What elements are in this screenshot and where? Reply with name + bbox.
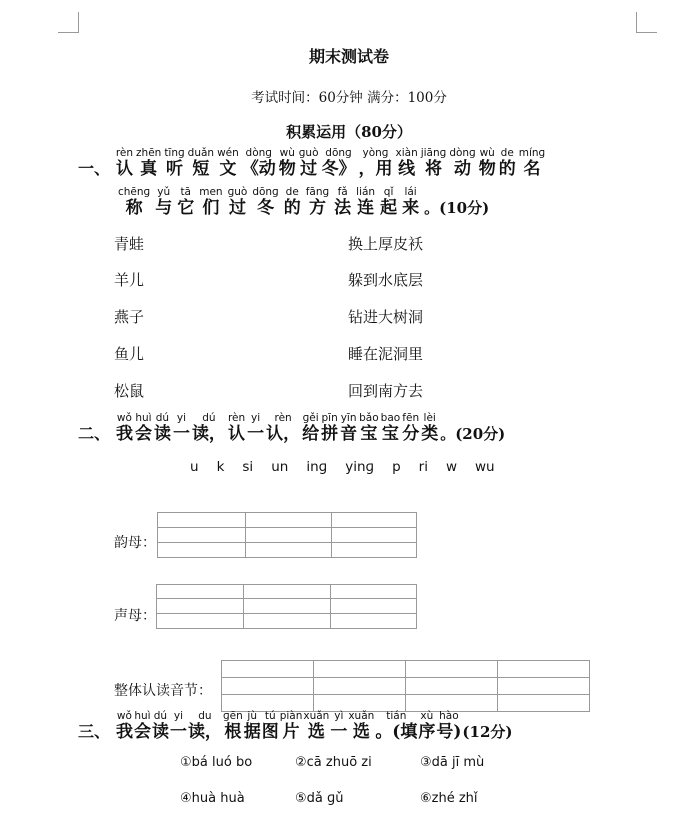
hanzi: 一 [330,722,348,742]
answer-cell[interactable] [498,661,590,678]
hanzi: 物 [478,159,496,179]
hanzi: 会 [134,424,152,444]
ruby-char [134,412,152,444]
answer-cell[interactable] [332,513,417,528]
pinyin-annotation: qǐ [380,186,398,198]
picture-option: ⑥zhé zhǐ [420,791,478,806]
hanzi: 冬 [252,198,279,218]
pinyin-annotation: bao [380,412,401,424]
pinyin-annotation: lèi [421,412,439,424]
pinyin-annotation: duǎn [187,147,215,159]
animal-item: 鱼儿 [114,345,145,363]
answer-cell[interactable] [406,661,498,678]
ruby-char [402,186,420,218]
pinyin-annotation: dú [191,412,226,424]
pinyin-card: yinɡ [345,459,375,475]
hanzi: 与 [155,198,173,218]
ruby-char [222,710,243,742]
pinyin-annotation: dú [151,710,169,722]
ruby-char [187,710,222,742]
hanzi: 类 [421,424,439,444]
pinyin-annotation: yǔ [155,186,173,198]
ruby-char [298,147,319,179]
answer-cell[interactable] [498,695,590,712]
answer-cell[interactable] [244,599,331,614]
ruby-char [436,710,462,742]
section-heading: 积累运用（80分） [286,123,412,141]
pinyin-annotation: tú [261,710,279,722]
ruby-char [155,186,173,218]
hanzi: 称 [118,198,151,218]
answer-cell[interactable] [244,614,331,629]
pinyin-annotation: dōnɡ [321,147,356,159]
hanzi: 选 [303,722,330,742]
hanzi: 一 [247,424,265,444]
pinyin-annotation: piàn [279,710,303,722]
exam-meta: 考试时间：60分钟 满分：100分 [251,90,447,106]
hanzi: 短 [187,159,215,179]
score: (12分) [462,723,513,741]
hanzi: 们 [199,198,223,218]
picture-option: ⑤dǎ ɡǔ [295,791,344,806]
pinyin-card: k [216,459,225,475]
ruby-char [164,147,185,179]
pinyin-annotation: wén [217,147,239,159]
ruby-char [356,186,376,218]
pinyin-card: wu [475,459,495,475]
shengmu-label: 声母： [114,608,156,624]
answer-cell[interactable] [332,543,417,558]
yunmu-answer-grid [157,512,417,558]
pinyin-annotation: du [187,710,222,722]
pinyin-annotation: yònɡ [358,147,393,159]
q1-instruction-line1 [78,148,548,179]
pinyin-annotation: dú [153,412,171,424]
ruby-char [321,147,356,179]
hanzi: 据 [243,722,261,742]
hanzi: 号) [436,722,462,742]
hanzi: 《动 [241,159,276,179]
ruby-char [133,710,151,742]
answer-cell[interactable] [246,528,332,543]
hanzi: 起 [380,198,398,218]
pinyin-annotation: fānɡ [305,186,330,198]
pinyin-annotation: hào [436,710,462,722]
picture-option: ③dā jī mù [420,755,485,770]
pinyin-annotation: wù [278,147,296,159]
ruby-char [243,710,261,742]
pinyin-annotation: wǒ [115,710,133,722]
pinyin-annotation: lái [402,186,420,198]
winter-method-item: 换上厚皮袄 [348,235,424,253]
hanzi: 一 [169,722,187,742]
ruby-char [283,186,301,218]
ruby-char [252,186,279,218]
q2-number: 二、 [78,424,111,443]
ruby-char [348,710,375,742]
pinyin-annotation: dònɡ [241,147,276,159]
animal-item: 燕子 [114,308,145,326]
pinyin-annotation: yi [169,710,187,722]
answer-cell[interactable] [314,661,406,678]
ruby-char [402,412,420,444]
pinyin-annotation: dònɡ [449,147,476,159]
ruby-char [395,147,418,179]
ruby-char [227,412,246,444]
ruby-char [498,147,516,179]
hanzi: 认 [227,424,246,444]
pinyin-annotation: zhēn [136,147,162,159]
pinyin-annotation: ɡuò [298,147,319,159]
hanzi: 选 [348,722,375,742]
hanzi: 物 [278,159,296,179]
ruby-char [115,710,133,742]
animal-item: 松鼠 [114,382,145,400]
pinyin-annotation: bǎo [359,412,379,424]
pinyin-annotation: huì [133,710,151,722]
answer-cell[interactable] [157,599,244,614]
hanzi: 来 [402,198,420,218]
hanzi: 会 [133,722,151,742]
ruby-char [380,412,401,444]
animal-item: 青蛙 [114,235,145,253]
q1-number: 一、 [78,159,111,178]
pinyin-annotation: tā [177,186,195,198]
pinyin-annotation: xuǎn [303,710,330,722]
pinyin-annotation: yi [247,412,265,424]
ruby-char [305,186,330,218]
pinyin-annotation: fǎ [334,186,352,198]
pinyin-annotation: fēn [402,412,420,424]
answer-cell[interactable] [406,678,498,695]
ruby-char [375,710,418,742]
ruby-char [302,412,320,444]
hanzi: 图 [261,722,279,742]
q1-instruction-line2 [118,187,489,218]
hanzi: 将 [420,159,447,179]
q3-instruction [78,711,513,742]
hanzi: 。(填 [375,722,418,742]
hanzi: ，用 [358,159,393,179]
pinyin-annotation: de [498,147,516,159]
pinyin-annotation: pīn [321,412,339,424]
page-title: 期末测试卷 [308,47,389,66]
pinyin-card: p [392,459,401,475]
answer-cell[interactable] [246,513,332,528]
ruby-char [153,412,171,444]
ruby-char [518,147,546,179]
zhengti-answer-grid [221,660,590,712]
hanzi: 的 [283,198,301,218]
answer-cell[interactable] [498,678,590,695]
hanzi: 听 [164,159,185,179]
answer-cell[interactable] [406,695,498,712]
ruby-char [247,412,265,444]
answer-cell[interactable] [331,585,417,599]
hanzi: 线 [395,159,418,179]
pinyin-card: w [445,459,458,475]
answer-cell[interactable] [331,599,417,614]
winter-method-item: 睡在泥洞里 [348,345,424,363]
ruby-char [380,186,398,218]
pinyin-annotation: ɡuò [227,186,248,198]
pinyin-annotation: yi [172,412,190,424]
winter-method-item: 躲到水底层 [348,271,424,289]
hanzi: 过 [227,198,248,218]
winter-method-item: 回到南方去 [348,382,424,400]
pinyin-annotation: dōnɡ [252,186,279,198]
answer-cell[interactable] [222,678,314,695]
pinyin-annotation: yì [330,710,348,722]
ruby-char [136,147,162,179]
ruby-char [334,186,352,218]
ruby-char [177,186,195,218]
answer-cell[interactable] [331,614,417,629]
answer-cell[interactable] [157,614,244,629]
answer-cell[interactable] [222,695,314,712]
hanzi: 过 [298,159,319,179]
page-corner-mark [636,12,657,33]
hanzi: 动 [449,159,476,179]
hanzi: 认 [115,159,134,179]
ruby-char [279,710,303,742]
hanzi: 它 [177,198,195,218]
hanzi: 一 [172,424,190,444]
hanzi: 的 [498,159,516,179]
pinyin-card: un [271,459,289,475]
ruby-char [340,412,358,444]
ruby-char [359,412,379,444]
hanzi: 给 [302,424,320,444]
ruby-char [172,412,190,444]
ruby-char [478,147,496,179]
hanzi: 拼 [321,424,339,444]
picture-option: ④huà huà [180,791,245,806]
hanzi: 读， [191,424,226,444]
hanzi: 我 [115,722,133,742]
ruby-char [449,147,476,179]
answer-cell[interactable] [158,513,246,528]
pinyin-annotation: mínɡ [518,147,546,159]
pinyin-annotation: ɡěi [302,412,320,424]
hanzi: 根 [222,722,243,742]
hanzi: 认， [266,424,301,444]
pinyin-card: inɡ [306,459,328,475]
ruby-char [421,412,439,444]
ruby-char [169,710,187,742]
answer-cell[interactable] [158,528,246,543]
answer-cell[interactable] [158,543,246,558]
hanzi: 连 [356,198,376,218]
pinyin-annotation: rèn [227,412,246,424]
hanzi: 真 [136,159,162,179]
ruby-char [227,186,248,218]
ruby-char [330,710,348,742]
pinyin-annotation: ɡēn [222,710,243,722]
hanzi: 宝 [359,424,379,444]
answer-cell[interactable] [332,528,417,543]
ruby-char [358,147,393,179]
pinyin-card: si [242,459,254,475]
shengmu-answer-grid [156,584,417,629]
ruby-char [199,186,223,218]
pinyin-annotation: wù [478,147,496,159]
pinyin-annotation: chēnɡ [118,186,151,198]
answer-cell[interactable] [246,543,332,558]
q3-number: 三、 [78,722,111,741]
pinyin-bank [190,459,513,475]
hanzi: 序 [418,722,436,742]
ruby-char [241,147,276,179]
page-corner-mark [58,12,79,33]
pinyin-annotation: tián [375,710,418,722]
ruby-char [418,710,436,742]
hanzi: 读， [187,722,222,742]
hanzi: 片 [279,722,303,742]
hanzi: 分 [402,424,420,444]
picture-option: ①bá luó bo [180,755,253,770]
ruby-char [191,412,226,444]
zhengti-label: 整体认读音节： [114,683,212,699]
pinyin-annotation: xuǎn [348,710,375,722]
ruby-char [278,147,296,179]
hanzi: 冬》 [321,159,356,179]
hanzi: 宝 [380,424,401,444]
hanzi: 法 [334,198,352,218]
pinyin-annotation: rèn [266,412,301,424]
yunmu-label: 韵母： [114,535,156,551]
pinyin-annotation: xù [418,710,436,722]
ruby-char [217,147,239,179]
ruby-char [115,147,134,179]
hanzi: 音 [340,424,358,444]
ruby-char [118,186,151,218]
pinyin-annotation: rèn [115,147,134,159]
score: 。(10分) [424,199,490,217]
hanzi: 我 [115,424,133,444]
pinyin-annotation: jiānɡ [420,147,447,159]
animal-item: 羊儿 [114,271,145,289]
ruby-char [420,147,447,179]
pinyin-annotation: de [283,186,301,198]
answer-cell[interactable] [157,585,244,599]
answer-cell[interactable] [222,661,314,678]
pinyin-annotation: wǒ [115,412,133,424]
ruby-char [261,710,279,742]
ruby-char [321,412,339,444]
pinyin-annotation: jù [243,710,261,722]
pinyin-card: u [190,459,199,475]
picture-option: ②cā zhuō zi [295,755,372,770]
hanzi: 名 [518,159,546,179]
ruby-char [187,147,215,179]
hanzi: 读 [151,722,169,742]
ruby-char [115,412,133,444]
hanzi: 方 [305,198,330,218]
pinyin-annotation: xiàn [395,147,418,159]
hanzi: 文 [217,159,239,179]
hanzi: 读 [153,424,171,444]
answer-cell[interactable] [244,585,331,599]
pinyin-annotation: men [199,186,223,198]
answer-cell[interactable] [314,695,406,712]
score: 。(20分) [440,425,506,443]
q2-instruction [78,413,505,444]
pinyin-annotation: yīn [340,412,358,424]
pinyin-annotation: lián [356,186,376,198]
ruby-char [266,412,301,444]
answer-cell[interactable] [314,678,406,695]
winter-method-item: 钻进大树洞 [348,308,424,326]
pinyin-annotation: tīnɡ [164,147,185,159]
ruby-char [151,710,169,742]
ruby-char [303,710,330,742]
pinyin-card: ri [418,459,428,475]
pinyin-annotation: huì [134,412,152,424]
